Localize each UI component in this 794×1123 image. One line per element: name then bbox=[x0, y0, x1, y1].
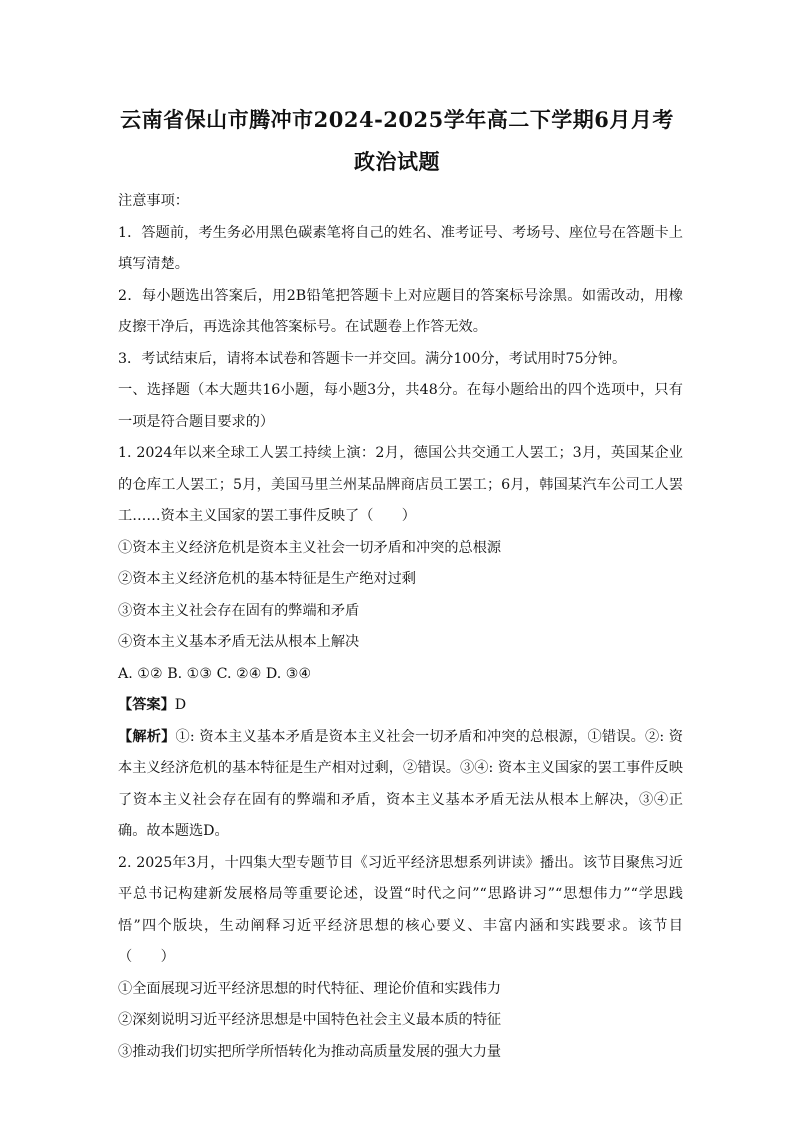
analysis-text: ①: 资本主义基本矛盾是资本主义社会一切矛盾和冲突的总根源，①错误。②: 资本主义经济危机的基本特征是生产相对过剩，②错误。③④: 资本主义国家的罢工事件反映了资本主义社会存在固有的弊端和矛盾，资本主义基本矛盾无法从根本上解决，③④正确。故本题选D。 bbox=[118, 728, 683, 839]
question-2-option: ③推动我们切实把所学所悟转化为推动高质量发展的强大力量 bbox=[118, 1043, 502, 1060]
section-heading: 一、选择题（本大题共16小题，每小题3分，共48分。在每小题给出的四个选项中，只有一项是符合题目要求的） bbox=[118, 382, 683, 430]
question-1-option: ③资本主义社会存在固有的弊端和矛盾 bbox=[118, 602, 360, 619]
answer-label: 【答案】 bbox=[118, 697, 175, 713]
question-1-option: ②资本主义经济危机的基本特征是生产绝对过剩 bbox=[118, 571, 416, 587]
notice-heading: 注意事项： bbox=[118, 193, 189, 209]
document-subtitle: 政治试题 bbox=[354, 149, 440, 174]
notice-item: 1．答题前，考生务必用黑色碳素笔将自己的姓名、准考证号、考场号、座位号在答题卡上填写清楚。 bbox=[118, 224, 683, 272]
document-title: 云南省保山市腾冲市2024-2025学年高二下学期6月月考 bbox=[120, 107, 674, 132]
question-2-option: ②深刻说明习近平经济思想是中国特色社会主义最本质的特征 bbox=[118, 1012, 502, 1028]
question-1-stem: 1. 2024年以来全球工人罢工持续上演：2月，德国公共交通工人罢工；3月，英国某企业的仓库工人罢工；5月，美国马里兰州某品牌商店员工罢工；6月，韩国某汽车公司工人罢工……资本主义国家的罢工事件反映了（ ） bbox=[118, 445, 683, 524]
question-1-option: ①资本主义经济危机是资本主义社会一切矛盾和冲突的总根源 bbox=[118, 539, 502, 556]
question-2-stem: 2. 2025年3月，十四集大型专题节目《习近平经济思想系列讲读》播出。该节目聚焦习近平总书记构建新发展格局等重要论述，设置“时代之问”“思路讲习”“思想伟力”“学思践悟”四个版块，生动阐释习近平经济思想的核心要义、丰富内涵和实践要求。该节目（ ） bbox=[118, 854, 683, 965]
notice-item: 2．每小题选出答案后，用2B铅笔把答题卡上对应题目的答案标号涂黑。如需改动，用橡皮擦干净后，再选涂其他答案标号。在试题卷上作答无效。 bbox=[118, 287, 683, 335]
answer-value: D bbox=[174, 697, 187, 713]
question-1-option: ④资本主义基本矛盾无法从根本上解决 bbox=[118, 634, 360, 650]
question-2-option: ①全面展现习近平经济思想的时代特征、理论价值和实践伟力 bbox=[118, 980, 502, 997]
question-1-answer bbox=[118, 690, 683, 722]
document-body bbox=[118, 186, 683, 1068]
analysis-label: 【解析】 bbox=[118, 728, 176, 745]
question-1-analysis bbox=[118, 722, 683, 848]
question-1-choices: A. ①② B. ①③ C. ②④ D. ③④ bbox=[118, 665, 312, 682]
notice-item: 3．考试结束后，请将本试卷和答题卡一并交回。满分100分，考试用时75分钟。 bbox=[118, 350, 627, 367]
